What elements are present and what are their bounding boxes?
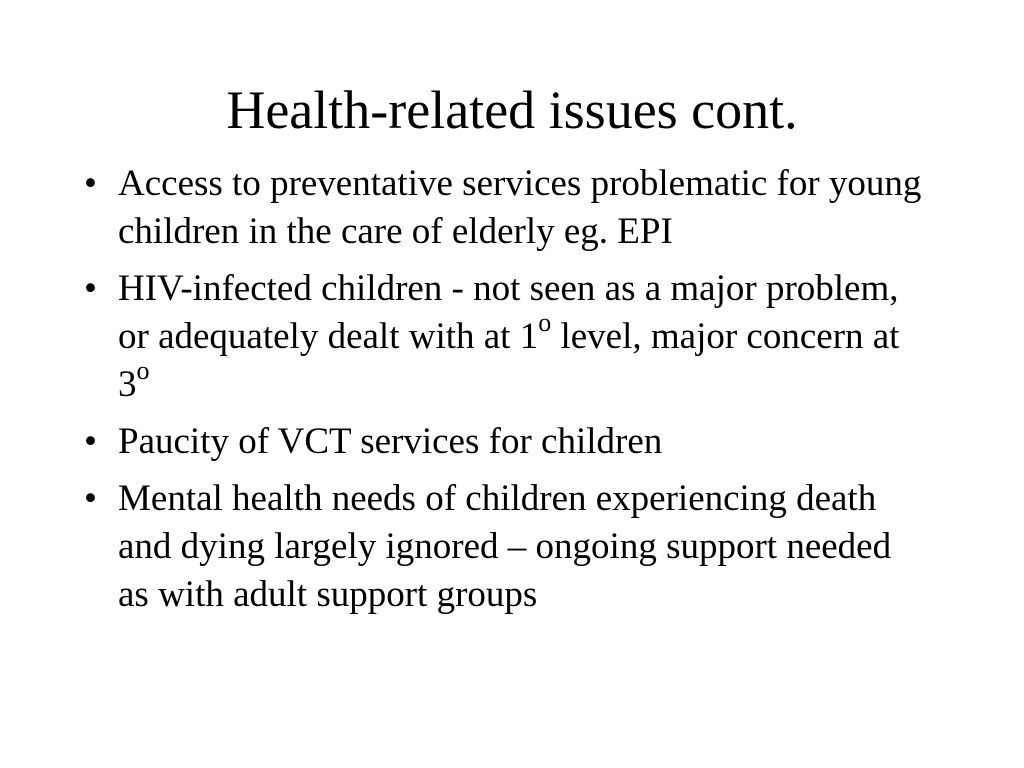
- bullet-marker: •: [84, 421, 97, 462]
- bullet-text: Mental health needs of children experiencing death and dying largely ignored – ongoing support needed as with adult support groups: [118, 478, 892, 615]
- bullet-text: [118, 268, 899, 405]
- bullet-marker: •: [84, 268, 97, 309]
- bullet-marker: •: [84, 478, 97, 519]
- bullet-text: Paucity of VCT services for children: [118, 421, 663, 462]
- slide-title: Health-related issues cont.: [226, 80, 798, 140]
- bullet-text-part: level, major concern at 3: [118, 316, 900, 405]
- bullet-item: [84, 265, 924, 409]
- bullet-text: Access to preventative services problematic for young children in the care of elderly eg. EPI: [118, 163, 922, 252]
- superscript: o: [136, 355, 150, 385]
- bullet-item: [84, 160, 924, 256]
- superscript: o: [538, 307, 552, 337]
- bullet-item: [84, 475, 924, 619]
- bullet-marker: •: [84, 163, 97, 204]
- bullet-item: [84, 418, 924, 466]
- bullet-list: [84, 160, 924, 628]
- bullet-text-part: HIV-infected children - not seen as a major problem, or adequately dealt with at 1: [118, 268, 899, 357]
